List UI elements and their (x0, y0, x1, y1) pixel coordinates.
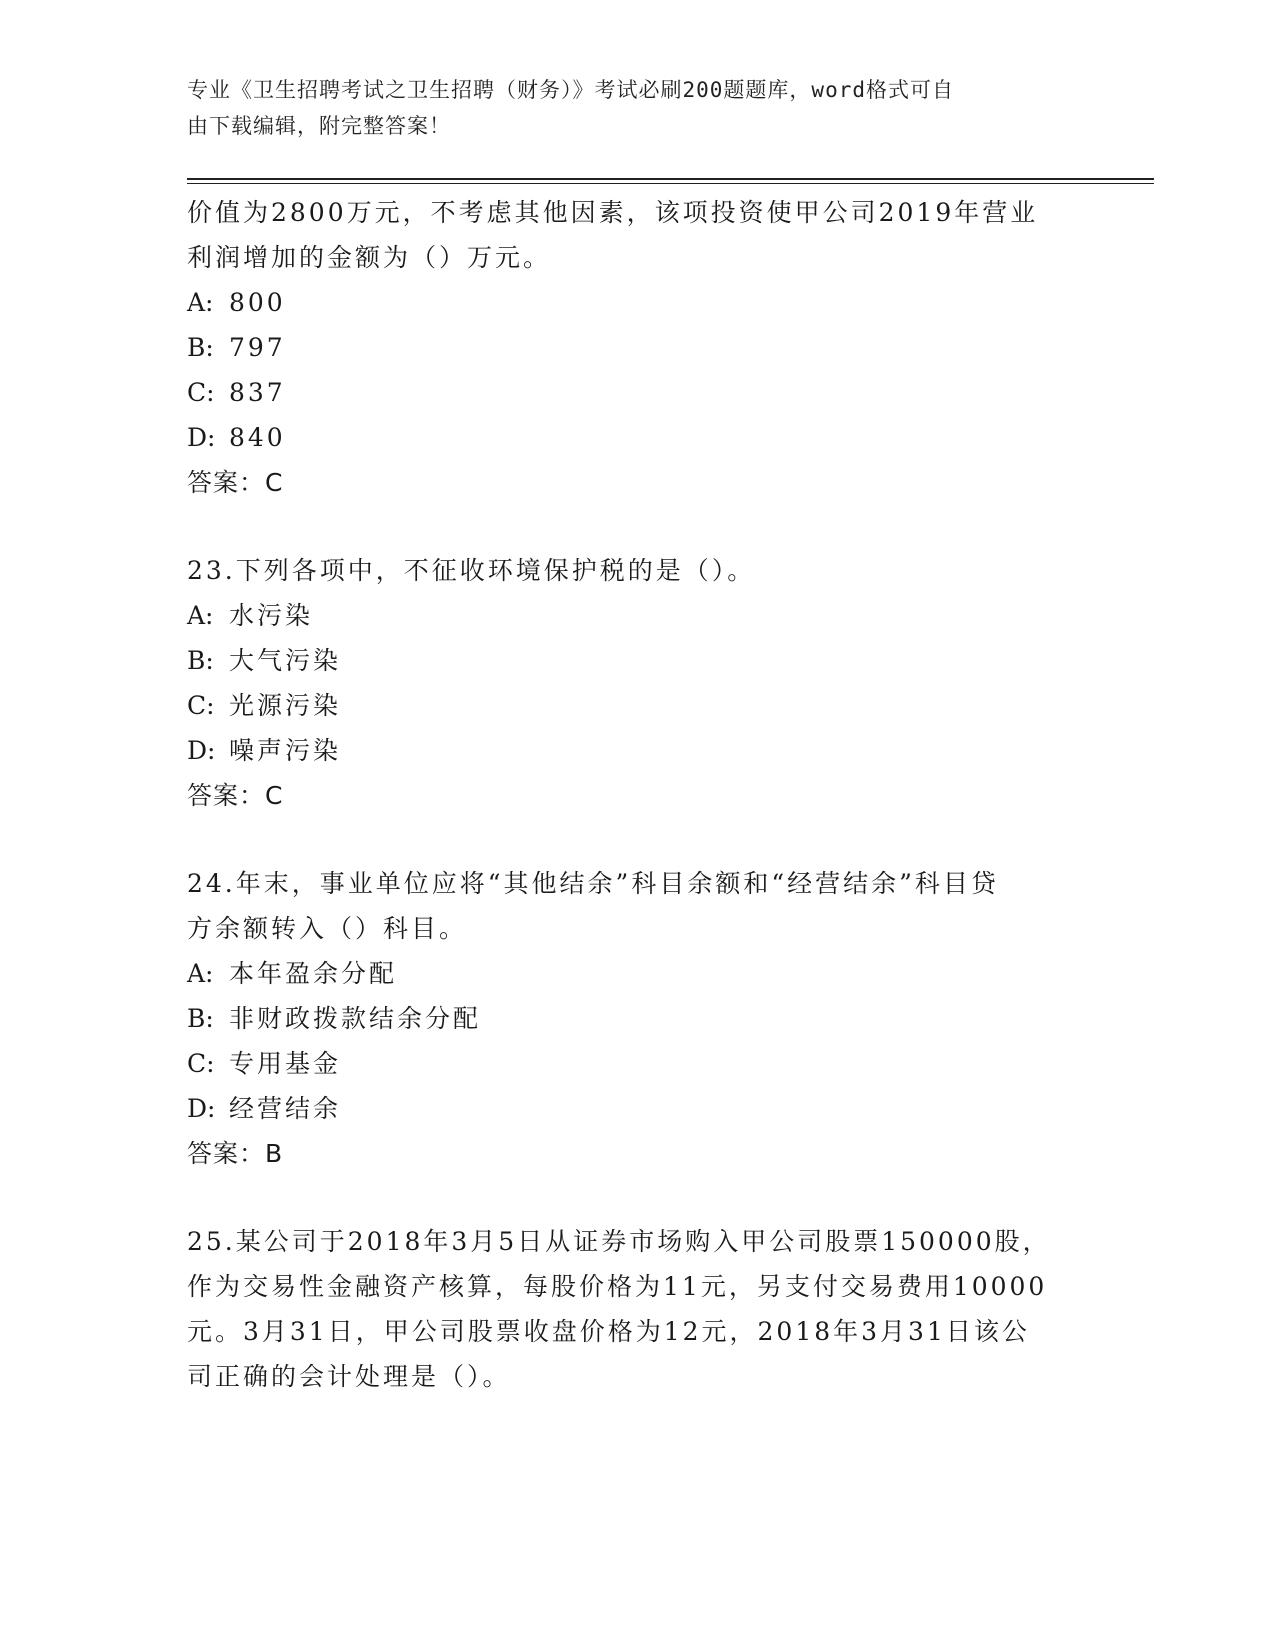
header-divider-thin (187, 183, 1154, 184)
question-25 (187, 1219, 1087, 1399)
option-b (187, 996, 1087, 1041)
header-divider-thick (187, 178, 1154, 180)
option-key: A: (187, 288, 214, 317)
option-text: 专用基金 (229, 1049, 342, 1078)
document-header (187, 72, 1067, 144)
answer-label: 答案：B (187, 1139, 284, 1168)
option-d (187, 415, 1087, 460)
option-text: 水污染 (229, 601, 314, 630)
question-stem-line: 方余额转入（）科目。 (187, 914, 468, 943)
option-text: 噪声污染 (229, 736, 342, 765)
option-key: C: (187, 378, 215, 407)
option-key: D: (187, 1094, 216, 1123)
option-d (187, 728, 1087, 773)
question-stem-line: 作为交易性金融资产核算，每股价格为11元，另支付交易费用10000 (187, 1272, 1048, 1301)
option-a (187, 280, 1087, 325)
question-stem-line: 司正确的会计处理是（）。 (187, 1362, 511, 1391)
option-key: D: (187, 423, 216, 452)
answer-label: 答案：C (187, 468, 284, 497)
header-line-2: 由下载编辑，附完整答案！ (187, 114, 451, 138)
option-c (187, 1041, 1087, 1086)
question-24 (187, 861, 1087, 1176)
question-list (187, 190, 1087, 1399)
question-stem-line: 24.年末，事业单位应将“其他结余”科目余额和“经营结余”科目贷 (187, 869, 999, 898)
option-text: 大气污染 (229, 646, 342, 675)
option-c (187, 370, 1087, 415)
option-key: C: (187, 1049, 215, 1078)
answer-label: 答案：C (187, 781, 284, 810)
option-text: 非财政拨款结余分配 (229, 1004, 482, 1033)
option-text: 本年盈余分配 (229, 959, 398, 988)
option-d (187, 1086, 1087, 1131)
option-text: 光源污染 (229, 691, 342, 720)
option-text: 837 (229, 378, 286, 407)
option-a (187, 593, 1087, 638)
question-stem-line: 25.某公司于2018年3月5日从证券市场购入甲公司股票150000股， (187, 1227, 1051, 1256)
option-key: D: (187, 736, 216, 765)
option-text: 840 (229, 423, 286, 452)
question-22 (187, 190, 1087, 505)
option-text: 797 (229, 333, 286, 362)
option-key: B: (187, 1004, 214, 1033)
option-key: A: (187, 601, 214, 630)
question-stem-line: 23.下列各项中，不征收环境保护税的是（）。 (187, 556, 756, 585)
option-text: 800 (229, 288, 286, 317)
header-line-1: 专业《卫生招聘考试之卫生招聘（财务）》考试必刷200题题库，word格式可自 (187, 78, 954, 102)
option-key: B: (187, 333, 214, 362)
option-c (187, 683, 1087, 728)
option-b (187, 638, 1087, 683)
question-stem-line: 价值为2800万元，不考虑其他因素，该项投资使甲公司2019年营业 (187, 198, 1039, 227)
question-stem-line: 利润增加的金额为（）万元。 (187, 243, 552, 272)
option-b (187, 325, 1087, 370)
question-stem-line: 元。3月31日，甲公司股票收盘价格为12元，2018年3月31日该公 (187, 1317, 1030, 1346)
option-key: A: (187, 959, 214, 988)
option-key: B: (187, 646, 214, 675)
question-23 (187, 548, 1087, 818)
option-key: C: (187, 691, 215, 720)
option-a (187, 951, 1087, 996)
option-text: 经营结余 (229, 1094, 342, 1123)
